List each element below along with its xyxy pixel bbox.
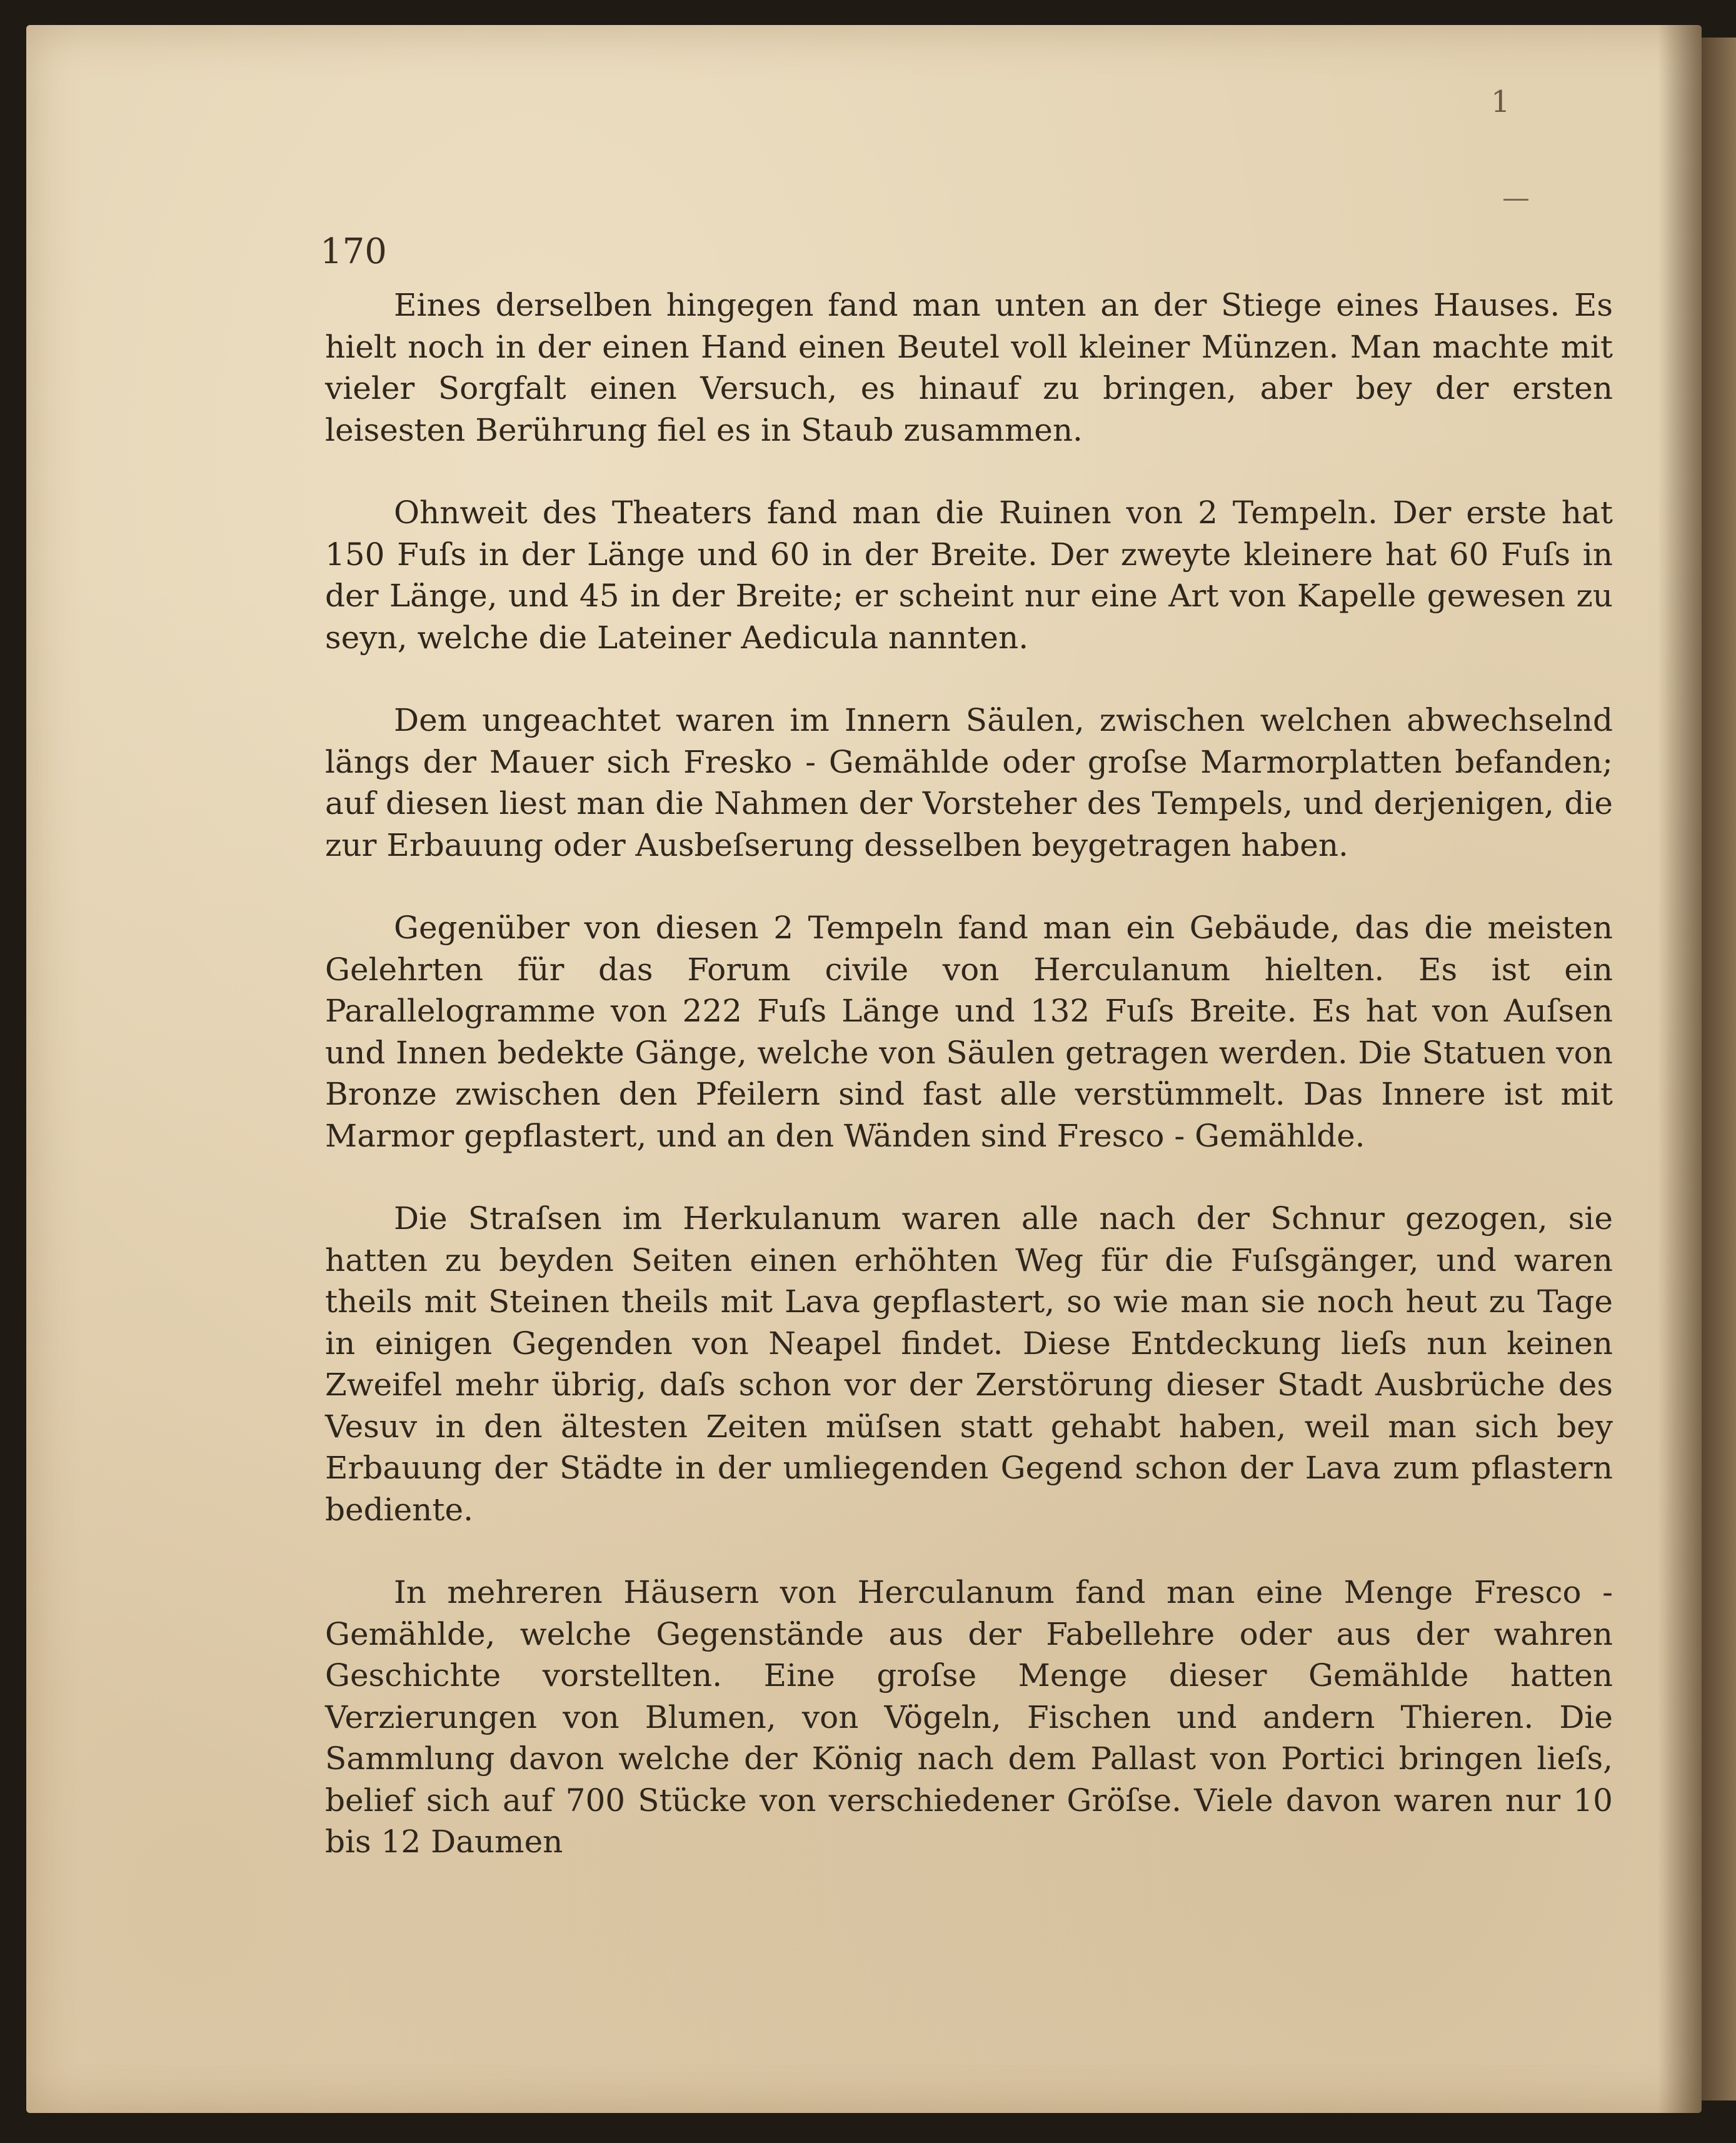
paragraph: Eines derselben hingegen fand man unten an der Stiege eines Hauses. Es hielt noch in der einen Hand einen Beutel voll kleiner Münzen. Man machte mit vieler Sorgfalt einen Versuch, es hinauf zu bringen, aber bey der ersten leisesten Berührung fiel es in Staub zusammen. [325,287,1613,448]
paragraph: In mehreren Häusern von Herculanum fand man eine Menge Fresco - Gemählde, welche Gegenstände aus der Fabellehre oder aus der wahren Geschichte vorstellten. Eine groſse Menge dieser Gemählde hatten Verzierungen von Blumen, von Vögeln, Fischen und andern Thieren. Die Sammlung davon welche der König nach dem Pallast von Portici bringen lieſs, belief sich auf 700 Stücke von verschiedener Gröſse. Viele davon waren nur 10 bis 12 Daumen [325,1574,1613,1860]
paragraph: Dem ungeachtet waren im Innern Säulen, zwischen welchen abwechselnd längs der Mauer sich Fresko - Gemählde oder groſse Marmorplatten befanden; auf diesen liest man die Nahmen der Vorsteher des Tempels, und derjenigen, die zur Erbauung oder Ausbeſserung desselben beygetragen haben. [325,702,1613,863]
corner-dash [1503,199,1528,201]
paragraph: Ohnweit des Theaters fand man die Ruinen von 2 Tempeln. Der erste hat 150 Fuſs in der Länge und 60 in der Breite. Der zweyte kleinere hat 60 Fuſs in der Länge, und 45 in der Breite; er scheint nur eine Art von Kapelle gewesen zu seyn, welche die Lateiner Aedicula nannten. [325,494,1613,656]
page-gutter-shadow [1658,25,1702,2113]
facing-page-edge [1702,38,1736,2100]
corner-mark: 1 [1491,84,1510,119]
body-text [325,284,1613,1863]
page-number: 170 [320,231,387,272]
paragraph: Gegenüber von diesen 2 Tempeln fand man ein Gebäude, das die meisten Gelehrten für das Forum civile von Herculanum hielten. Es ist ein Parallelogramme von 222 Fuſs Länge und 132 Fuſs Breite. Es hat von Auſsen und Innen bedekte Gänge, welche von Säulen getragen werden. Die Statuen von Bronze zwischen den Pfeilern sind fast alle verstümmelt. Das Innere ist mit Marmor gepflastert, und an den Wänden sind Fresco - Gemählde. [325,910,1613,1154]
paragraph: Die Straſsen im Herkulanum waren alle nach der Schnur gezogen, sie hatten zu beyden Seiten einen erhöhten Weg für die Fuſsgänger, und waren theils mit Steinen theils mit Lava gepflastert, so wie man sie noch heut zu Tage in einigen Gegenden von Neapel findet. Diese Entdeckung lieſs nun keinen Zweifel mehr übrig, daſs schon vor der Zerstörung dieser Stadt Ausbrüche des Vesuv in den ältesten Zeiten müſsen statt gehabt haben, weil man sich bey Erbauung der Städte in der umliegenden Gegend schon der Lava zum pflastern bediente. [325,1200,1613,1528]
